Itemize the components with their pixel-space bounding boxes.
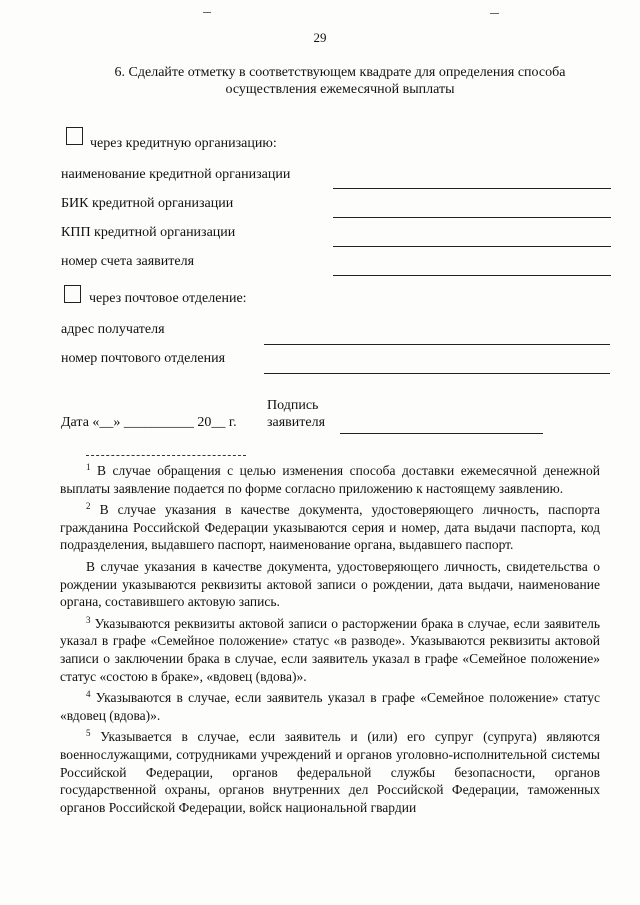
post-office-number-line[interactable]: [264, 373, 610, 374]
footnote-3: [60, 615, 600, 685]
page-number: 29: [313, 30, 327, 45]
bank-option-checkbox[interactable]: [66, 127, 83, 145]
kpp-label: КПП кредитной организации: [61, 225, 236, 240]
bik-label: БИК кредитной организации: [61, 196, 234, 211]
footnote-5: [60, 728, 600, 816]
footnote-number: 2: [86, 501, 91, 512]
footnote-text: Указываются в случае, если заявитель указал в графе «Семейное положение» статус «вдовец (вдова)».: [60, 690, 600, 723]
post-option-label: через почтовое отделение:: [89, 291, 247, 306]
footnote-1: [60, 462, 600, 497]
signature-line[interactable]: [340, 433, 543, 434]
account-number-line[interactable]: [333, 275, 611, 276]
footnote-text: Указываются реквизиты актовой записи о расторжении брака в случае, если заявитель указал в графе «Семейное положение» статус «в разводе». Указываются реквизиты актовой записи о заключении брака в случае, если заявитель указал в графе «Семейное положение» статус «состою в браке», «вдовец (вдова)».: [60, 615, 600, 684]
post-option-checkbox[interactable]: [64, 285, 81, 303]
scan-speck: [490, 13, 499, 14]
footnote-2-continued: [60, 558, 600, 611]
signature-label-line-1: Подпись: [267, 398, 319, 413]
footnote-2: [60, 501, 600, 554]
footnote-text: В случае обращения с целью изменения способа доставки ежемесячной денежной выплаты заявление подается по форме согласно приложению к настоящему заявлению.: [60, 463, 600, 496]
recipient-address-line[interactable]: [264, 344, 610, 345]
footnote-number: 1: [86, 462, 91, 472]
footnote-divider: [86, 455, 246, 456]
bank-name-label: наименование кредитной организации: [61, 167, 291, 182]
recipient-address-label: адрес получателя: [61, 322, 165, 337]
post-office-number-label: номер почтового отделения: [61, 351, 226, 366]
scan-speck: [203, 12, 211, 13]
footnote-number: 5: [86, 728, 91, 739]
bank-name-line[interactable]: [333, 188, 611, 189]
kpp-line[interactable]: [333, 246, 611, 247]
signature-label-line-2: заявителя: [267, 415, 326, 430]
footnote-text: В случае указания в качестве документа, удостоверяющего личность, свидетельства о рождении указываются реквизиты актовой записи о рождении, дата выдачи, наименование органа, составившего актовую запись.: [60, 558, 600, 610]
footnote-number: 4: [86, 689, 91, 700]
footnotes: [60, 447, 600, 816]
account-number-label: номер счета заявителя: [61, 254, 195, 269]
heading-line-1: 6. Сделайте отметку в соответствующем квадрате для определения способа: [114, 65, 566, 80]
footnote-text: Указывается в случае, если заявитель и (или) его супруг (супруга) являются военнослужащими, сотрудниками учреждений и органов уголовно-исполнительной системы Российской Федерации, органов федеральной службы безопасности, органов государственной охраны, органов внутренних дел Российской Федерации, таможенных органов Российской Федерации, войск национальной гвардии: [60, 729, 600, 815]
date-field[interactable]: Дата «__» __________ 20__ г.: [61, 415, 237, 430]
bank-option-label: через кредитную организацию:: [90, 136, 277, 151]
section-heading: [60, 64, 620, 98]
heading-line-2: осуществления ежемесячной выплаты: [225, 82, 455, 97]
footnote-number: 3: [86, 614, 91, 625]
footnote-4: [60, 689, 600, 724]
footnote-text: В случае указания в качестве документа, удостоверяющего личность, паспорта гражданина Российской Федерации указываются серия и номер, дата выдачи паспорта, код подразделения, выдавшего паспорт, наименование органа, выдавшего паспорт.: [60, 502, 600, 553]
bik-line[interactable]: [333, 217, 611, 218]
